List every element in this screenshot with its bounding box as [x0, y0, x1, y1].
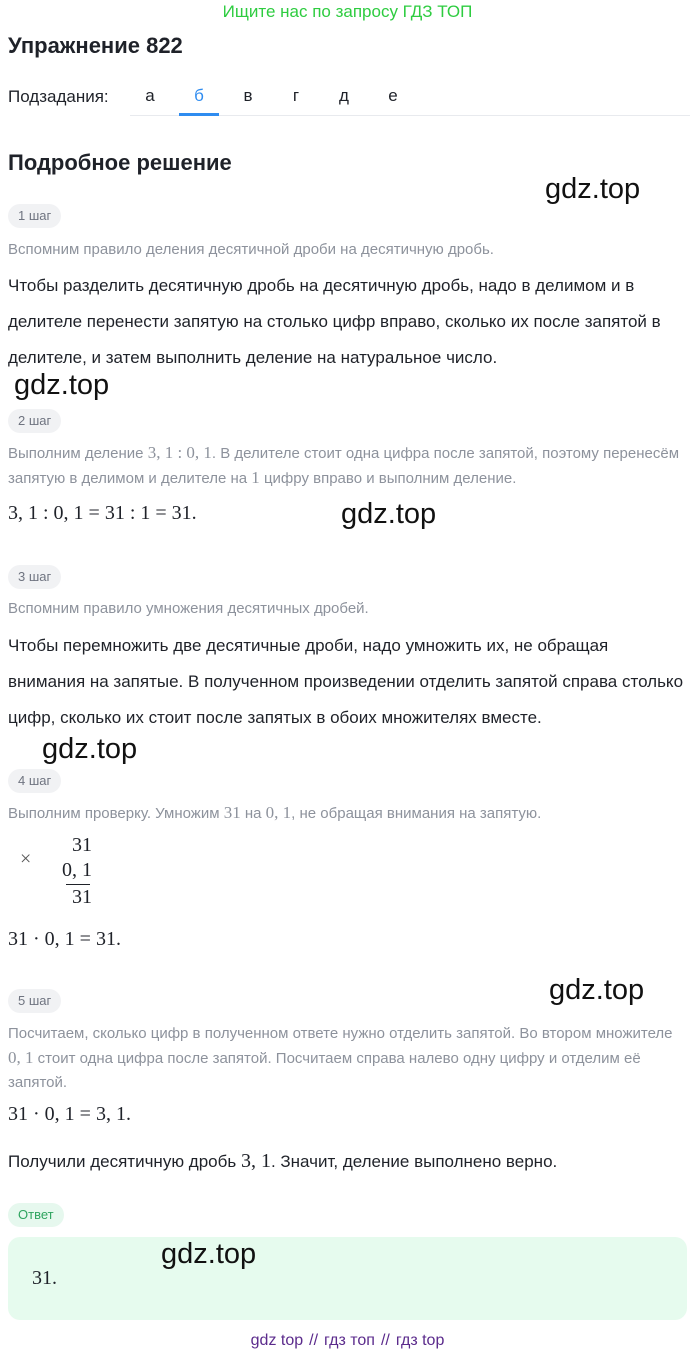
- page-title: Упражнение 822: [8, 33, 183, 58]
- column-bottom: 0, 1: [62, 859, 92, 881]
- footer-links: [0, 1332, 695, 1350]
- step-hint: Выполним проверку. Умножим 31 на 0, 1, не обращая внимания на запятую.: [8, 803, 542, 822]
- step-hint: Выполним деление 3, 1 : 0, 1. В делителе стоит одна цифра после запятой, поэтому перенесём запятую в делимом и делителе на 1 цифру вправо и выполним деление.: [8, 443, 680, 487]
- tab-v[interactable]: в: [243, 86, 253, 105]
- answer-value: 31.: [32, 1267, 57, 1289]
- tab-g[interactable]: г: [292, 86, 300, 105]
- footer-link[interactable]: гдз топ: [324, 1332, 375, 1349]
- tab-d[interactable]: д: [339, 86, 349, 105]
- footer-separator: //: [380, 1332, 390, 1349]
- step-badge: 3 шаг: [8, 565, 61, 589]
- watermark: gdz.top: [549, 974, 645, 1006]
- step-hint: Вспомним правило деления десятичной дроби на десятичную дробь.: [8, 241, 494, 258]
- step-formula: 3, 1 : 0, 1 = 31 : 1 = 31.: [8, 502, 197, 524]
- watermark: gdz.top: [545, 173, 641, 205]
- watermark: gdz.top: [341, 498, 437, 530]
- step-formula: 31 · 0, 1 = 3, 1.: [8, 1103, 131, 1125]
- step-text: Получили десятичную дробь 3, 1. Значит, деление выполнено верно.: [8, 1150, 558, 1172]
- step-badge: 5 шаг: [8, 989, 61, 1013]
- step-badge: 4 шаг: [8, 769, 61, 793]
- watermark: gdz.top: [161, 1238, 257, 1270]
- step-badge: 2 шаг: [8, 409, 61, 433]
- answer-box: [8, 1237, 687, 1320]
- tab-a[interactable]: а: [145, 86, 155, 105]
- tab-b[interactable]: б: [179, 78, 219, 116]
- footer-link[interactable]: gdz top: [250, 1332, 304, 1349]
- solution-heading: Подробное решение: [8, 150, 232, 175]
- multiply-sign: ×: [20, 848, 32, 870]
- answer-badge: Ответ: [8, 1203, 64, 1227]
- step-text: Чтобы перемножить две десятичные дроби, надо умножить их, не обращая внимания на запятые. В полученном произведении отделить запятой справа столько цифр, сколько их стоит после запятых в обоих множителях вместе.: [8, 636, 684, 727]
- watermark: gdz.top: [14, 369, 110, 401]
- column-result: 31: [72, 886, 92, 908]
- step-hint: Посчитаем, сколько цифр в полученном ответе нужно отделить запятой. Во втором множителе 0, 1 стоит одна цифра после запятой. Посчитаем справа налево одну цифру и отделим её запятой.: [8, 1025, 673, 1091]
- column-top: 31: [72, 834, 92, 856]
- step-badge: 1 шаг: [8, 204, 61, 228]
- step-text: Чтобы разделить десятичную дробь на десятичную дробь, надо в делимом и в делителе перенести запятую на столько цифр вправо, сколько их после запятой в делителе, и затем выполнить деление на натуральное число.: [8, 276, 661, 367]
- subtasks-tabs: [130, 78, 690, 116]
- column-divider: [66, 884, 90, 885]
- step-formula: 31 · 0, 1 = 31.: [8, 928, 121, 950]
- footer-link[interactable]: гдз top: [395, 1332, 445, 1349]
- top-banner: Ищите нас по запросу ГДЗ ТОП: [222, 2, 473, 21]
- subtasks-label: Подзадания:: [8, 87, 109, 106]
- footer-separator: //: [309, 1332, 319, 1349]
- tab-e[interactable]: е: [388, 86, 398, 105]
- watermark: gdz.top: [42, 733, 138, 765]
- step-hint: Вспомним правило умножения десятичных дробей.: [8, 600, 369, 617]
